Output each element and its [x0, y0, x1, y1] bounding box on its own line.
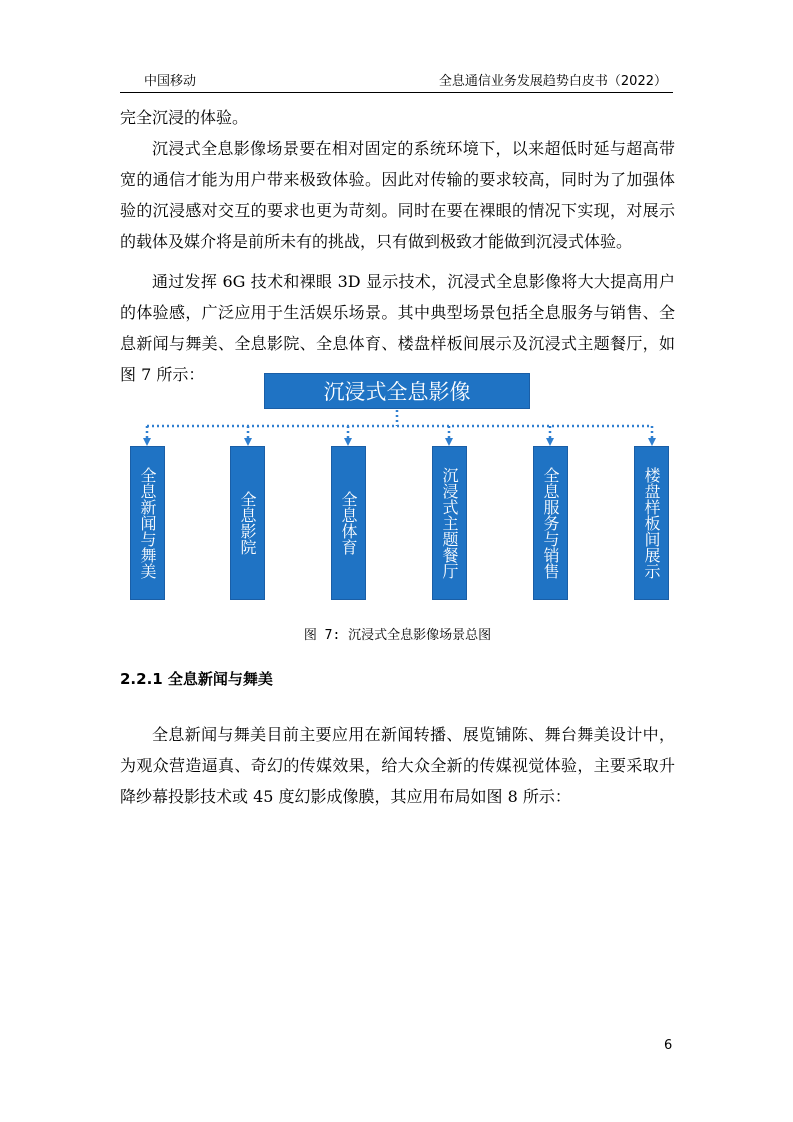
scene-box-holographic-sports: 全息体育: [331, 446, 366, 600]
header-org: 中国移动: [144, 74, 197, 89]
paragraph-3: 通过发挥 6G 技术和裸眼 3D 显示技术，沉浸式全息影像将大大提高用户的体验感，广泛应用于生活娱乐场景。其中典型场景包括全息服务与销售、全息新闻与舞美、全息影院、全息体育、楼盘样板间展示及沉浸式主题餐厅，如图 7 所示：: [120, 272, 675, 384]
scene-box-holographic-cinema: 全息影院: [230, 446, 265, 600]
scene-box-holographic-news-stage: 全息新闻与舞美: [130, 446, 165, 600]
page-header: [120, 62, 673, 93]
diagram-title-box: 沉浸式全息影像: [264, 373, 530, 409]
paragraph-4: 全息新闻与舞美目前主要应用在新闻转播、展览铺陈、舞台舞美设计中，为观众营造逼真、奇幻的传媒效果，给大众全新的传媒视觉体验，主要采取升降纱幕投影技术或 45 度幻影成像膜，其应用布局如图 8 所示：: [120, 725, 675, 806]
scene-box-showroom-display: 楼盘样板间展示: [634, 446, 669, 600]
scene-box-immersive-restaurant: 沉浸式主题餐厅: [432, 446, 467, 600]
figure-caption: 图 7: 沉浸式全息影像场景总图: [303, 628, 492, 643]
scene-box-holographic-service-sales: 全息服务与销售: [533, 446, 568, 600]
page-number: 6: [664, 1038, 673, 1053]
paragraph-2: 沉浸式全息影像场景要在相对固定的系统环境下，以来超低时延与超高带宽的通信才能为用户带来极致体验。因此对传输的要求较高，同时为了加强体验的沉浸感对交互的要求也更为苛刻。同时在要在裸眼的情况下实现，对展示的载体及媒介将是前所未有的挑战，只有做到极致才能做到沉浸式体验。: [120, 139, 675, 251]
scene-diagram: [110, 370, 690, 610]
section-heading: 2.2.1 全息新闻与舞美: [120, 670, 273, 688]
header-doc-title: 全息通信业务发展趋势白皮书（2022）: [438, 74, 667, 89]
paragraph-1: 完全沉浸的体验。: [120, 108, 249, 127]
